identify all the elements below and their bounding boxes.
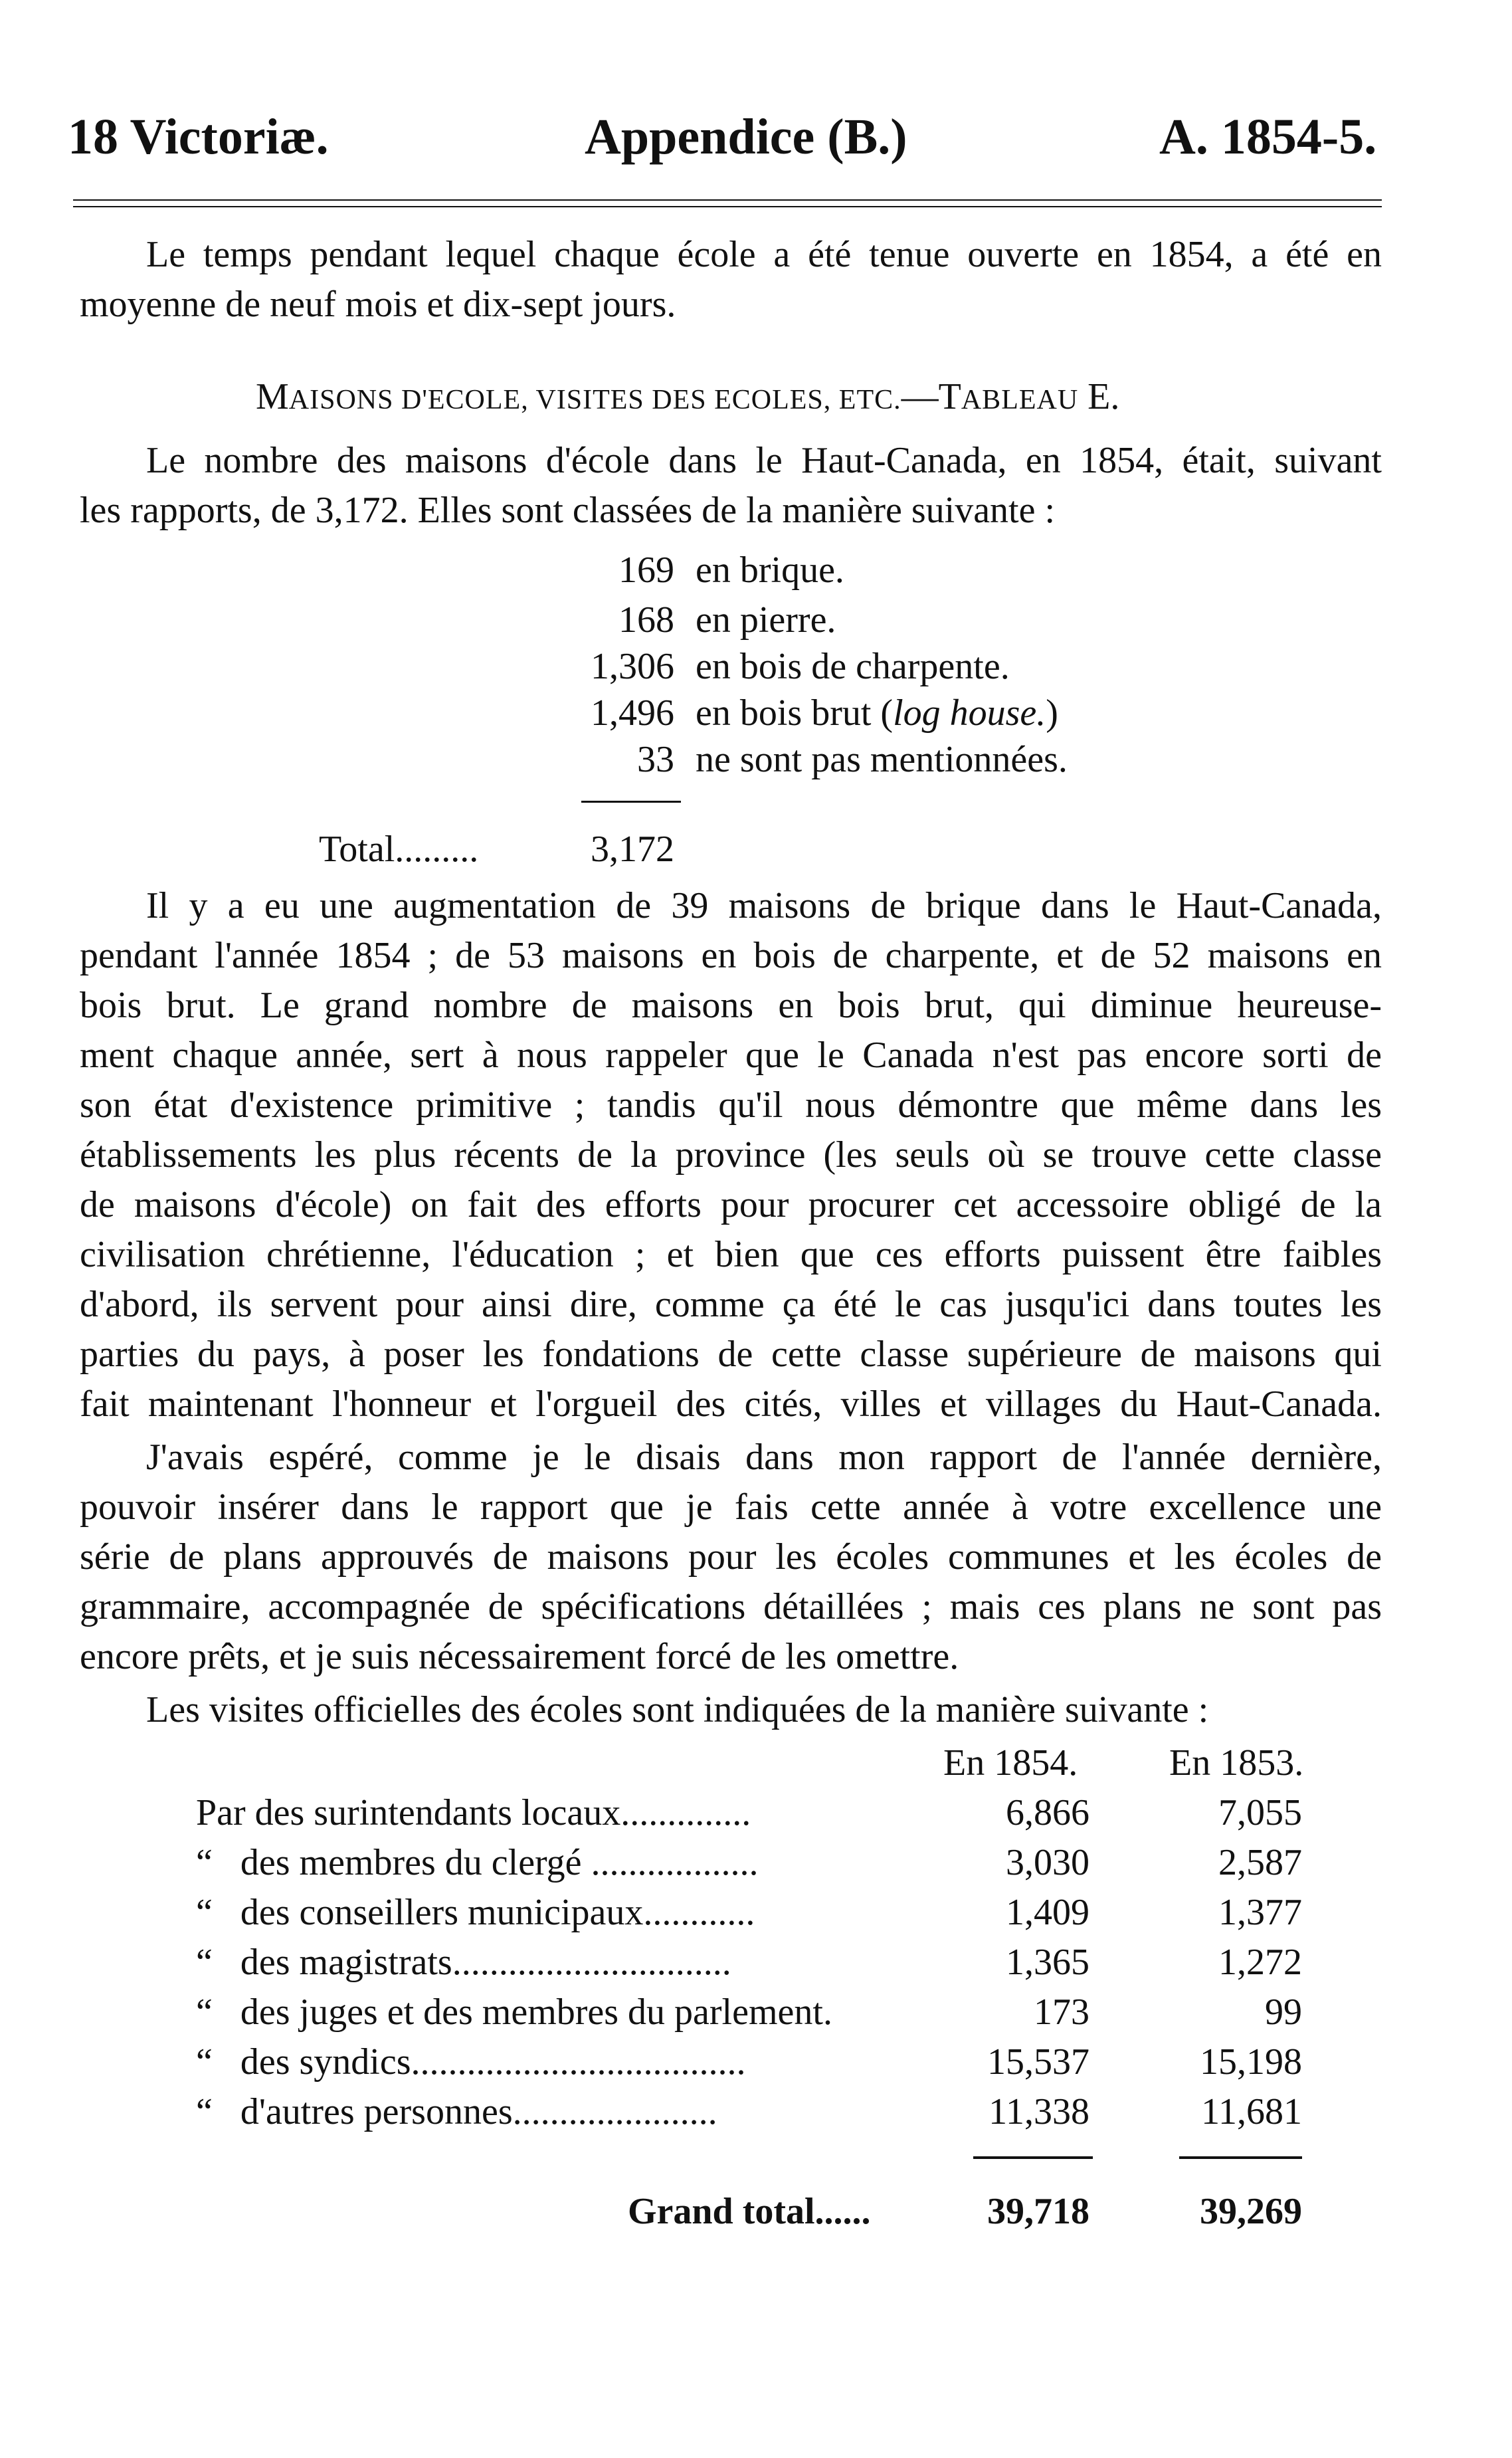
intro-line-1: Le temps pendant lequel chaque école a été tenue ouverte en 1854, a été en bbox=[146, 234, 1382, 275]
paragraph-line: pouvoir insérer dans le rapport que je fais cette année à votre excellence une bbox=[80, 1486, 1382, 1528]
house-type-row bbox=[531, 741, 1068, 778]
row-label: des surintendants locaux.............. bbox=[254, 1792, 751, 1833]
paragraph-line: J'avais espéré, comme je le disais dans mon rapport de l'année dernière, bbox=[146, 1437, 1382, 1478]
section-title: MAISONS D'ECOLE, VISITES DES ECOLES, ETC.—TABLEAU E. bbox=[256, 376, 1120, 417]
paragraph-line: de maisons d'école) on fait des efforts pour procurer cet accessoire obligé de la bbox=[80, 1184, 1382, 1225]
row-prefix: “ bbox=[196, 1892, 213, 1933]
value-1854: 15,537 bbox=[987, 2041, 1089, 2083]
count-para-line-2: les rapports, de 3,172. Elles sont classées de la manière suivante : bbox=[80, 490, 1056, 531]
value-1854: 1,365 bbox=[1006, 1942, 1089, 1983]
row-label: d'autres personnes...................... bbox=[240, 2091, 717, 2132]
house-type-label: ne sont pas mentionnées. bbox=[696, 739, 1068, 780]
row-prefix: “ bbox=[196, 2041, 213, 2083]
row-label: des syndics.................................... bbox=[240, 2041, 746, 2083]
row-label: des juges et des membres du parlement. bbox=[240, 1992, 832, 2033]
value-1854: 3,030 bbox=[1006, 1842, 1089, 1883]
house-type-label: en bois de charpente. bbox=[696, 646, 1010, 687]
paragraph-line: pendant l'année 1854 ; de 53 maisons en bois de charpente, et de 52 maisons en bbox=[80, 935, 1382, 976]
total-rule-1853 bbox=[1179, 2156, 1302, 2159]
value-1853: 2,587 bbox=[1218, 1842, 1302, 1883]
count-para-line-1: Le nombre des maisons d'école dans le Haut-Canada, en 1854, était, suivant bbox=[146, 440, 1382, 481]
house-type-count: 1,496 bbox=[591, 692, 674, 734]
header-rule-bottom bbox=[73, 206, 1382, 207]
value-1853: 7,055 bbox=[1218, 1792, 1302, 1833]
header-session: 18 Victoriæ. bbox=[68, 109, 329, 165]
paragraph-line: grammaire, accompagnée de spécifications détaillées ; mais ces plans ne sont pas bbox=[80, 1586, 1382, 1627]
value-1854: 6,866 bbox=[1006, 1792, 1089, 1833]
row-prefix: “ bbox=[196, 1992, 213, 2033]
paragraph-line: son état d'existence primitive ; tandis qu'il nous démontre que même dans les bbox=[80, 1084, 1382, 1126]
house-total-row bbox=[531, 831, 674, 868]
paragraph-line: série de plans approuvés de maisons pour les écoles communes et les écoles de bbox=[80, 1536, 1382, 1578]
row-prefix: “ bbox=[196, 1842, 213, 1883]
house-type-row bbox=[531, 694, 1058, 732]
total-rule bbox=[581, 801, 681, 803]
grand-total-1854: 39,718 bbox=[987, 2191, 1089, 2232]
house-type-count: 33 bbox=[637, 739, 674, 780]
row-prefix: “ bbox=[196, 2091, 213, 2132]
value-1853: 15,198 bbox=[1200, 2041, 1302, 2083]
value-1854: 1,409 bbox=[1006, 1892, 1089, 1933]
house-type-row bbox=[531, 552, 844, 589]
intro-line-2: moyenne de neuf mois et dix-sept jours. bbox=[80, 284, 676, 325]
column-header-1853: En 1853. bbox=[1169, 1742, 1304, 1784]
value-1853: 11,681 bbox=[1201, 2091, 1302, 2132]
house-type-count: 169 bbox=[618, 550, 674, 591]
row-label: des membres du clergé .................. bbox=[240, 1842, 759, 1883]
house-type-row bbox=[531, 601, 836, 639]
visits-intro: Les visites officielles des écoles sont indiquées de la manière suivante : bbox=[146, 1689, 1209, 1730]
paragraph-line: encore prêts, et je suis nécessairement forcé de les omettre. bbox=[80, 1636, 959, 1677]
value-1853: 1,272 bbox=[1218, 1942, 1302, 1983]
house-type-label: en bois brut (log house.) bbox=[696, 692, 1058, 734]
value-1853: 1,377 bbox=[1218, 1892, 1302, 1933]
grand-total-label: Grand total...... bbox=[628, 2191, 871, 2232]
house-total-label: Total......... bbox=[319, 829, 479, 870]
house-type-count: 1,306 bbox=[591, 646, 674, 687]
paragraph-line: parties du pays, à poser les fondations de cette classe supérieure de maisons qui bbox=[80, 1334, 1382, 1375]
value-1854: 173 bbox=[1034, 1992, 1089, 2033]
row-prefix: “ bbox=[196, 1942, 213, 1983]
house-total-value: 3,172 bbox=[591, 829, 674, 870]
paragraph-line: établissements les plus récents de la province (les seuls où se trouve cette classe bbox=[80, 1134, 1382, 1176]
row-prefix: Par bbox=[196, 1792, 246, 1833]
header-appendix: Appendice (B.) bbox=[585, 109, 907, 165]
paragraph-line: fait maintenant l'honneur et l'orgueil des cités, villes et villages du Haut-Canada. bbox=[80, 1383, 1382, 1425]
header-year: A. 1854-5. bbox=[1159, 109, 1377, 165]
value-1853: 99 bbox=[1265, 1992, 1302, 2033]
row-label: des conseillers municipaux............ bbox=[240, 1892, 755, 1933]
paragraph-line: d'abord, ils servent pour ainsi dire, comme ça été le cas jusqu'ici dans toutes les bbox=[80, 1284, 1382, 1325]
house-type-row bbox=[531, 648, 1010, 685]
column-header-1854: En 1854. bbox=[943, 1742, 1078, 1784]
row-label: des magistrats.............................. bbox=[240, 1942, 731, 1983]
paragraph-line: civilisation chrétienne, l'éducation ; et bien que ces efforts puissent être faibles bbox=[80, 1234, 1382, 1275]
paragraph-line: ment chaque année, sert à nous rappeler que le Canada n'est pas encore sorti de bbox=[80, 1035, 1382, 1076]
paragraph-line: bois brut. Le grand nombre de maisons en bois brut, qui diminue heureuse- bbox=[80, 985, 1382, 1026]
house-type-label: en brique. bbox=[696, 550, 844, 591]
house-type-count: 168 bbox=[618, 599, 674, 641]
paragraph-line: Il y a eu une augmentation de 39 maisons de brique dans le Haut-Canada, bbox=[146, 885, 1382, 926]
grand-total-1853: 39,269 bbox=[1200, 2191, 1302, 2232]
header-rule-top bbox=[73, 199, 1382, 201]
total-rule-1854 bbox=[973, 2156, 1093, 2159]
value-1854: 11,338 bbox=[989, 2091, 1089, 2132]
house-type-label: en pierre. bbox=[696, 599, 836, 641]
